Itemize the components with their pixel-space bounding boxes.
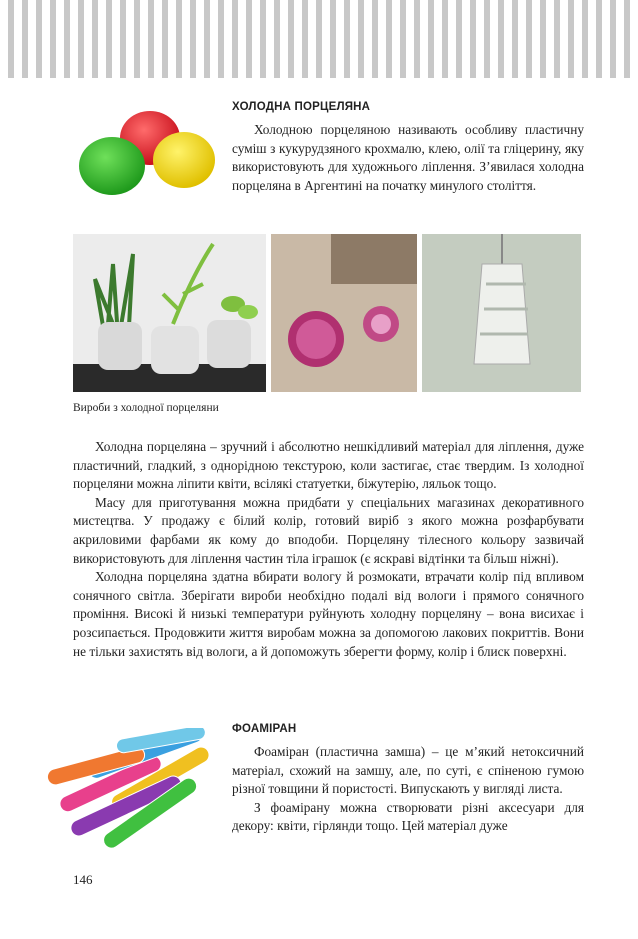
gallery-photo-lace-lamp <box>422 234 581 392</box>
foamiran-text <box>232 743 584 836</box>
body-paragraph-3: Холодна порцеляна здатна вбирати вологу й розмокати, втрачати колір під впливом сонячного світла. Зберігати вироби необхідно подалі від вологи і прямого сонячного проміння. Високі й низькі температури руйнують холодну порцеляну – вона висихає і розсипається. Продовжити життя виробам можна за допомогою лакових покриттів. Вони не тільки захистять від вологи, а й допоможуть зберегти форму, колір і блиск поверхні. <box>73 569 584 659</box>
foamiran-paragraph-1: Фоаміран (пластична замша) – це м’який нетоксичний матеріал, схожий на замшу, але, по суті, є спіненою гумою різної товщини й пористості. Випускають у вигляді листа. <box>232 744 584 797</box>
body-paragraph-1: Холодна порцеляна – зручний і абсолютно нешкідливий матеріал для ліплення, дуже пластичний, гладкий, з однорідною текстурою, коли застигає, стає твердим. Із холодної порцеляни можна ліпити квіти, всілякі статуетки, біжутерію, ляльок тощо. <box>73 439 584 492</box>
section-intro-text <box>232 121 584 195</box>
page-number: 146 <box>73 872 93 887</box>
body-paragraph-2: Масу для приготування можна придбати у спеціальних магазинах декоративного мистецтва. У продажу є білий колір, готовий виріб з якого можна розфарбувати акриловими фарбами як кому до вподоби. Порцеляну тілесного кольору зазвичай використовують для ліплення частин тіла іграшок (є яскраві відтінки та більш ніжні). <box>73 494 584 566</box>
foamiran-rolls-image <box>46 728 216 852</box>
section-title-foamiran: ФОАМІРАН <box>232 723 297 735</box>
clay-balls-image <box>72 100 222 200</box>
decorative-stripes-header <box>0 0 638 78</box>
gallery-caption: Вироби з холодної порцеляни <box>73 402 219 414</box>
intro-paragraph: Холодною порцеляною називають особливу пластичну суміш з кукурудзяного крохмалю, клею, олії та гліцерину, яку використовують для художнього ліплення. З’явилася холодна порцеляна в Аргентині на початку минулого століття. <box>232 122 584 193</box>
gallery-photo-pendants <box>271 234 417 392</box>
main-body-text <box>73 438 584 661</box>
gallery-photo-buddha-planters <box>73 234 266 392</box>
foamiran-paragraph-2: З фоамірану можна створювати різні аксесуари для декору: квіти, гірлянди тощо. Цей матеріал дуже <box>232 799 584 834</box>
section-title-cold-porcelain: ХОЛОДНА ПОРЦЕЛЯНА <box>232 101 371 113</box>
